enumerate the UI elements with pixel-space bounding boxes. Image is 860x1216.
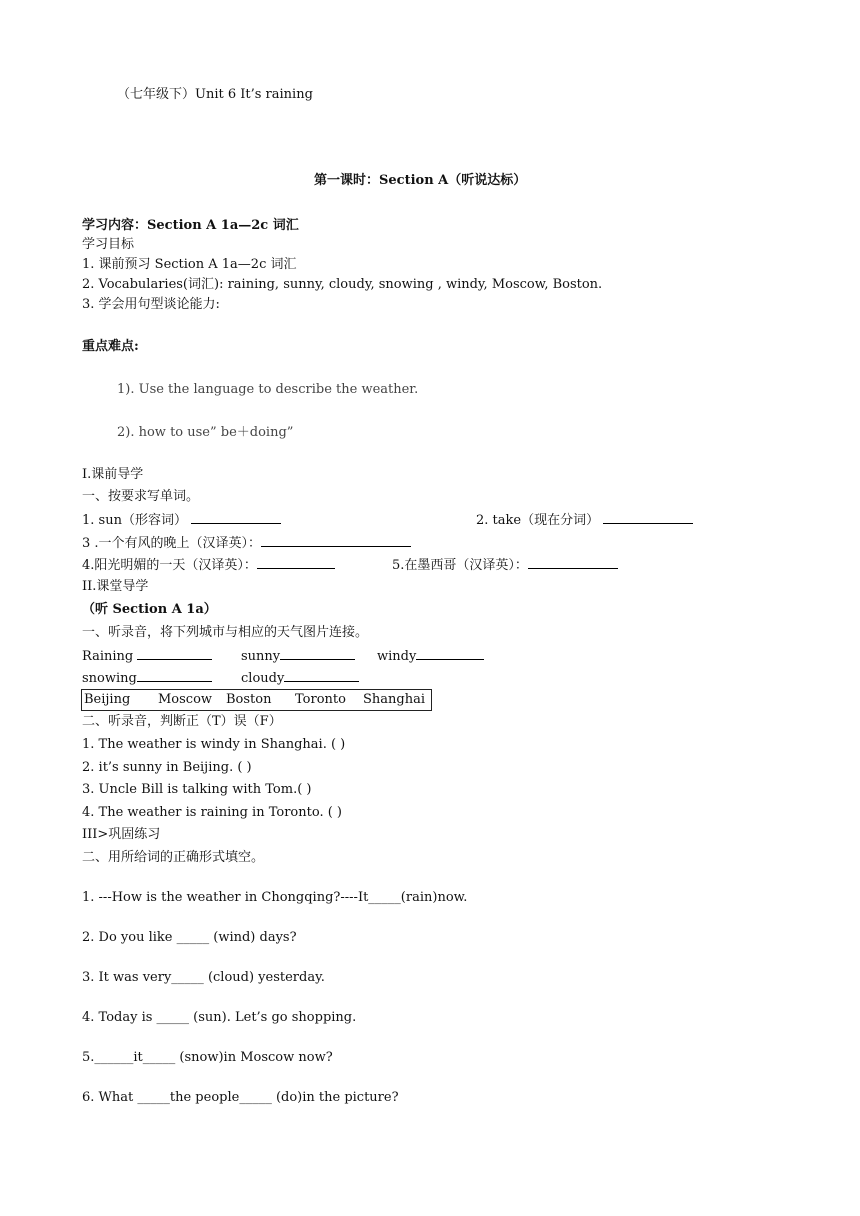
answer-blank[interactable] (284, 669, 359, 682)
part3-title: III>巩固练习 (82, 827, 161, 842)
part2-subtitle: 二、听录音，判断正（T）误（F） (82, 714, 282, 729)
answer-blank[interactable] (528, 556, 618, 569)
weather-word-label: snowing (82, 671, 137, 686)
fill-item: 6. What _____the people_____ (do)in the picture? (82, 1090, 399, 1105)
question-text: 3 .一个有风的晚上（汉译英）： (82, 536, 262, 551)
answer-blank[interactable] (280, 647, 355, 660)
fill-item: 2. Do you like _____ (wind) days? (82, 930, 297, 945)
answer-blank[interactable] (191, 511, 281, 524)
answer-blank[interactable] (257, 556, 335, 569)
weather-word-label: cloudy (241, 671, 285, 686)
answer-blank[interactable] (261, 534, 411, 547)
part1-question (476, 511, 693, 530)
part3-subtitle: 二、用所给词的正确形式填空。 (82, 850, 265, 865)
part2-subtitle: 一、听录音，将下列城市与相应的天气图片连接。 (82, 625, 369, 640)
city-label: Shanghai (363, 692, 426, 707)
weather-word-label: sunny (241, 649, 281, 664)
objective-item: 2. Vocabularies(词汇): raining, sunny, cloudy, snowing , windy, Moscow, Boston. (82, 277, 603, 292)
weather-word-label: Raining (82, 649, 134, 664)
question-text: 2. take（现在分词） (476, 513, 600, 528)
answer-blank[interactable] (137, 647, 212, 660)
fill-item: 4. Today is _____ (sun). Let’s go shopping. (82, 1010, 357, 1025)
city-label: Moscow (158, 692, 213, 707)
tf-item: 4. The weather is raining in Toronto. ( ) (82, 805, 342, 820)
fill-item: 1. ---How is the weather in Chongqing?----It_____(rain)now. (82, 890, 468, 905)
key-points-label: 重点难点: (82, 339, 139, 354)
weather-word (241, 669, 359, 688)
answer-blank[interactable] (416, 647, 484, 660)
objective-item: 3. 学会用句型谈论能力: (82, 297, 220, 312)
city-box (81, 689, 432, 711)
part1-title: I.课前导学 (82, 467, 144, 482)
objective-item: 1. 课前预习 Section A 1a—2c 词汇 (82, 257, 297, 272)
weather-word (82, 647, 212, 666)
lesson-title: 第一课时：Section A（听说达标） (314, 173, 527, 188)
part1-subtitle: 一、按要求写单词。 (82, 489, 200, 504)
tf-item: 2. it’s sunny in Beijing. ( ) (82, 760, 252, 775)
part1-question (82, 556, 335, 575)
weather-word (377, 647, 484, 666)
content-label: 学习内容：Section A 1a—2c 词汇 (82, 218, 299, 233)
document-header: （七年级下）Unit 6 It’s raining (117, 87, 313, 102)
city-label: Toronto (295, 692, 346, 707)
weather-word-label: windy (377, 649, 417, 664)
answer-blank[interactable] (137, 669, 212, 682)
fill-item: 3. It was very_____ (cloud) yesterday. (82, 970, 325, 985)
weather-word (241, 647, 355, 666)
part2-listen-label: （听 Section A 1a） (82, 602, 217, 617)
question-text: 4.阳光明媚的一天（汉译英）： (82, 558, 257, 573)
city-label: Beijing (84, 692, 131, 707)
question-text: 1. sun（形容词） (82, 513, 187, 528)
question-text: 5.在墨西哥（汉译英）： (392, 558, 528, 573)
key-point-item: 1). Use the language to describe the weather. (117, 382, 419, 397)
key-point-item: 2). how to use” be＋doing” (117, 425, 294, 440)
part2-title: II.课堂导学 (82, 579, 149, 594)
tf-item: 3. Uncle Bill is talking with Tom.( ) (82, 782, 312, 797)
answer-blank[interactable] (603, 511, 693, 524)
objectives-label: 学习目标 (82, 237, 135, 252)
fill-item: 5.______it_____ (snow)in Moscow now? (82, 1050, 333, 1065)
part1-question (82, 534, 411, 553)
part1-question (82, 511, 281, 530)
city-label: Boston (226, 692, 272, 707)
part1-question (392, 556, 618, 575)
tf-item: 1. The weather is windy in Shanghai. ( ) (82, 737, 346, 752)
weather-word (82, 669, 212, 688)
